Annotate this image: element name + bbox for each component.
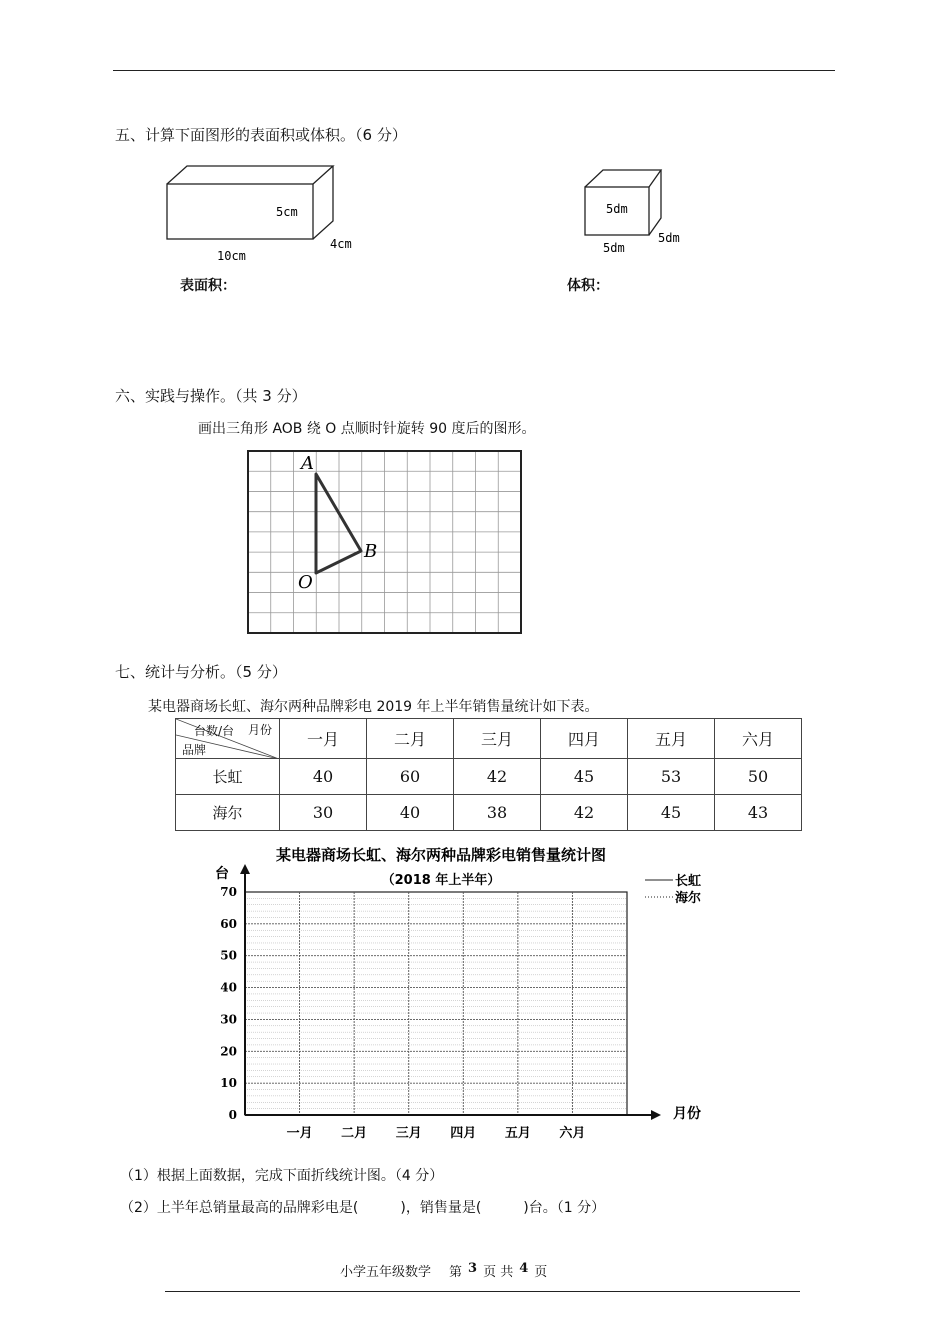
legend-haier-label: 海尔 <box>675 891 702 906</box>
x-tick-label: 三月 <box>395 1126 422 1141</box>
cube-side-label: 5dm <box>658 231 680 245</box>
table-row <box>176 759 802 795</box>
chart-subtitle: （2018 年上半年） <box>381 873 501 888</box>
cuboid-depth-label: 4cm <box>330 237 352 251</box>
cube-bottom-label: 5dm <box>603 241 625 255</box>
top-rule <box>113 70 835 71</box>
footer-page-mid: 页 共 <box>483 1265 514 1280</box>
x-axis-arrow <box>651 1110 661 1120</box>
y-tick-label: 70 <box>220 885 237 899</box>
triangle-aob <box>316 474 361 573</box>
value-cell: 38 <box>454 795 541 831</box>
footer-page-suffix: 页 <box>534 1265 548 1280</box>
x-tick-label: 一月 <box>286 1126 313 1141</box>
x-axis-label: 月份 <box>673 1106 701 1122</box>
value-cell: 53 <box>628 759 715 795</box>
footer-subject: 小学五年级数学 <box>340 1265 432 1280</box>
volume-label: 体积： <box>567 278 609 294</box>
plot-area <box>245 892 627 1115</box>
section7-title: 七、统计与分析。（5 分） <box>115 663 287 681</box>
page-footer <box>340 1261 547 1280</box>
section7-intro: 某电器商场长虹、海尔两种品牌彩电 2019 年上半年销售量统计如下表。 <box>148 699 599 715</box>
table-corner-cell <box>176 719 280 759</box>
value-cell: 42 <box>454 759 541 795</box>
cuboid-height-label: 5cm <box>276 205 298 219</box>
y-tick-label: 30 <box>220 1012 237 1027</box>
cube-front-label: 5dm <box>606 202 628 216</box>
sales-table <box>175 718 802 831</box>
footer-page-num: 3 <box>468 1261 478 1276</box>
chart-title: 某电器商场长虹、海尔两种品牌彩电销售量统计图 <box>275 846 607 864</box>
x-tick-label: 六月 <box>559 1126 586 1141</box>
value-cell: 40 <box>367 795 454 831</box>
brand-cell: 长虹 <box>176 759 280 795</box>
corner-bottom: 品牌 <box>182 743 207 757</box>
value-cell: 42 <box>541 795 628 831</box>
month-header: 五月 <box>628 719 715 759</box>
value-cell: 50 <box>715 759 802 795</box>
value-cell: 60 <box>367 759 454 795</box>
y-tick-label: 60 <box>220 916 237 931</box>
y-tick-label: 10 <box>220 1076 237 1091</box>
point-o-label: O <box>298 572 313 593</box>
month-header: 四月 <box>541 719 628 759</box>
surface-area-label: 表面积： <box>180 278 236 294</box>
question-1: （1）根据上面数据，完成下面折线统计图。（4 分） <box>120 1168 444 1184</box>
section5-title: 五、计算下面图形的表面积或体积。（6 分） <box>115 126 407 144</box>
value-cell: 45 <box>628 795 715 831</box>
legend-changhong-label: 长虹 <box>675 874 702 889</box>
month-header: 一月 <box>280 719 367 759</box>
x-tick-label: 四月 <box>450 1126 477 1141</box>
month-header: 三月 <box>454 719 541 759</box>
point-b-label: B <box>364 541 378 562</box>
value-cell: 43 <box>715 795 802 831</box>
y-tick-label: 50 <box>220 948 237 963</box>
bottom-rule <box>165 1291 800 1292</box>
question-2: （2）上半年总销量最高的品牌彩电是( )，销售量是( )台。（1 分） <box>120 1200 606 1216</box>
x-tick-label: 二月 <box>341 1126 368 1141</box>
value-cell: 40 <box>280 759 367 795</box>
point-a-label: A <box>301 453 314 474</box>
cuboid-width-label: 10cm <box>217 249 246 263</box>
value-cell: 30 <box>280 795 367 831</box>
y-tick-label: 0 <box>228 1108 237 1122</box>
section6-instruction: 画出三角形 AOB 绕 O 点顺时针旋转 90 度后的图形。 <box>198 421 536 437</box>
month-header: 六月 <box>715 719 802 759</box>
corner-top-left: 台数/台 <box>194 724 235 738</box>
section6-title: 六、实践与操作。（共 3 分） <box>115 387 307 405</box>
y-axis-label: 台 <box>215 866 229 882</box>
cuboid-figure <box>160 160 370 265</box>
corner-top-right: 月份 <box>248 723 273 737</box>
y-tick-label: 40 <box>220 980 237 995</box>
rotation-grid[interactable] <box>246 449 524 637</box>
cube-figure <box>578 163 698 263</box>
footer-page-prefix: 第 <box>449 1265 463 1280</box>
y-axis-arrow <box>240 864 250 874</box>
month-header: 二月 <box>367 719 454 759</box>
brand-cell: 海尔 <box>176 795 280 831</box>
table-row <box>176 795 802 831</box>
line-chart[interactable] <box>205 840 725 1150</box>
chart-legend <box>645 873 701 906</box>
y-tick-label: 20 <box>220 1044 237 1059</box>
x-tick-label: 五月 <box>504 1126 531 1141</box>
value-cell: 45 <box>541 759 628 795</box>
footer-page-total: 4 <box>519 1261 529 1276</box>
